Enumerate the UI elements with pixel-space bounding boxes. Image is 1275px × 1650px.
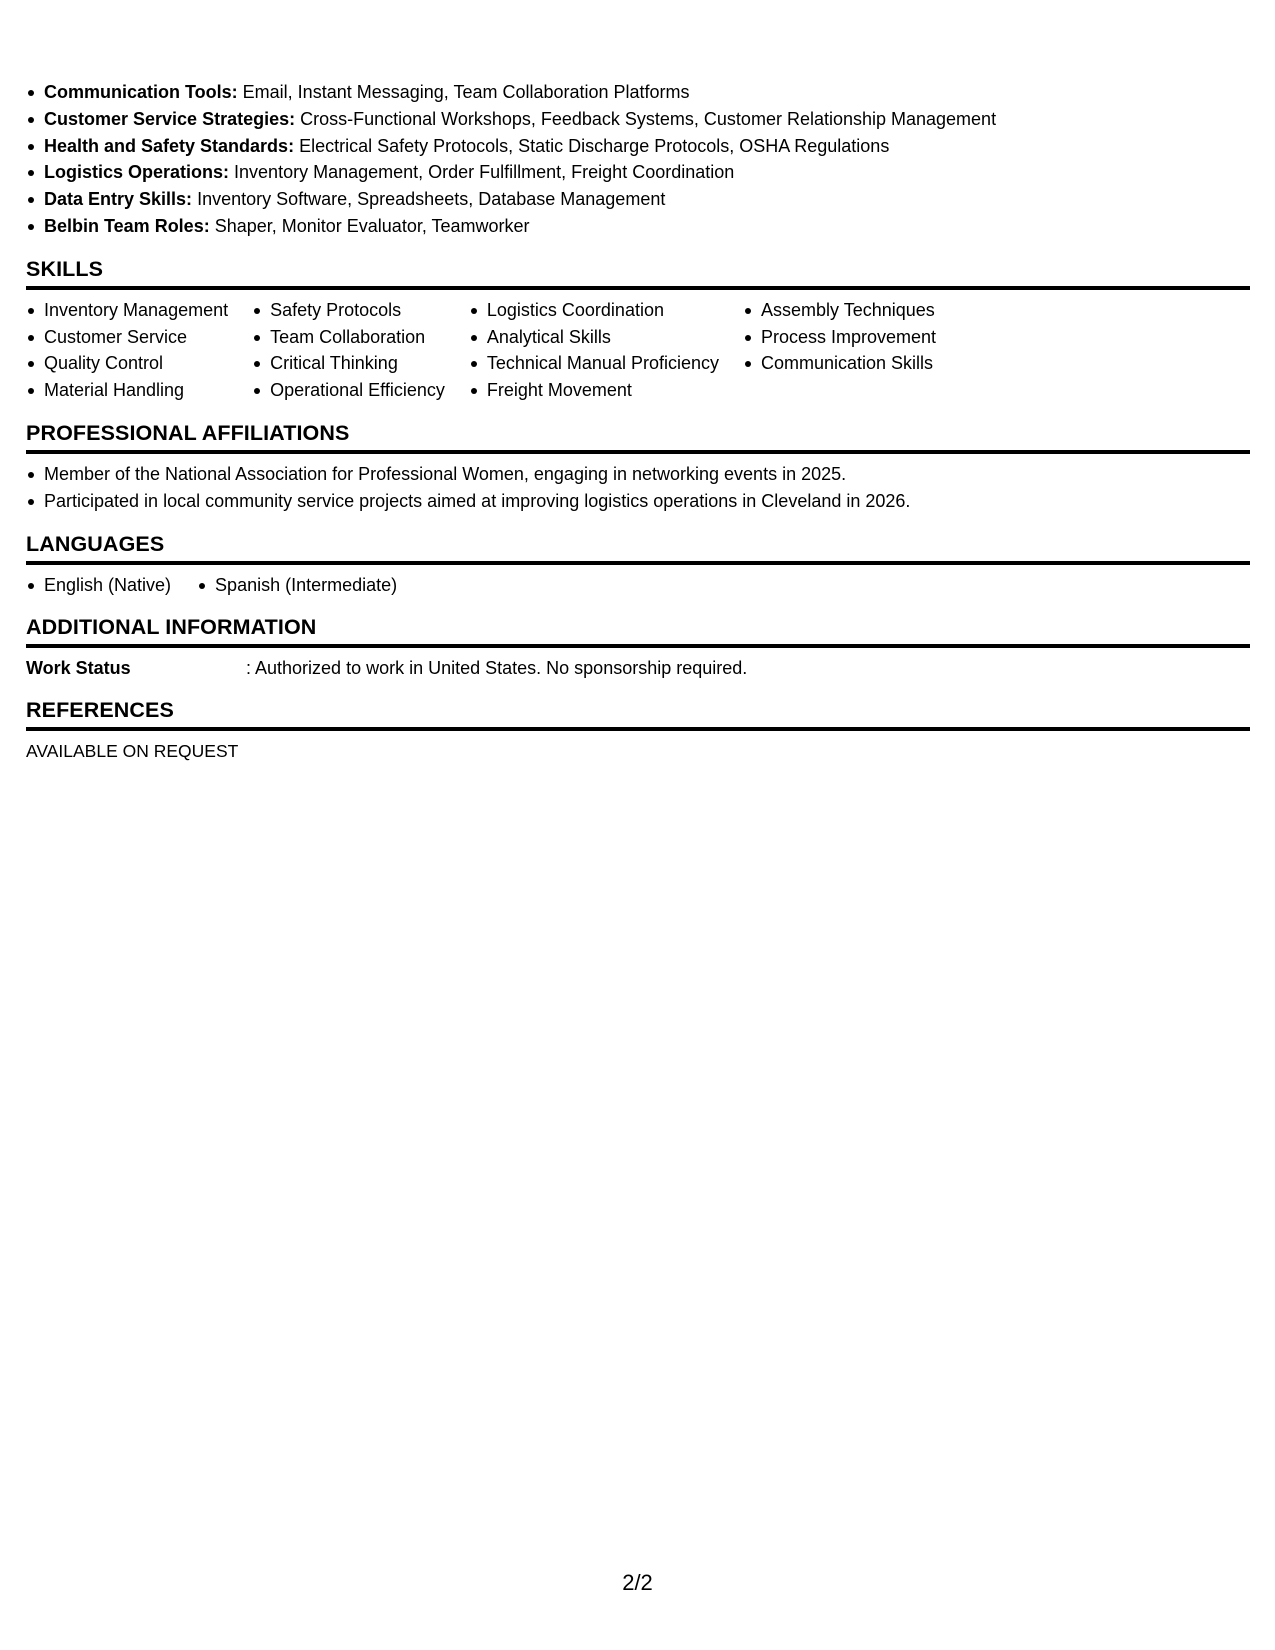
competencies-list	[26, 79, 1250, 240]
references-text: AVAILABLE ON REQUEST	[26, 741, 239, 762]
skill-item: Process Improvement	[743, 324, 936, 351]
skills-column	[743, 297, 936, 404]
skill-item: Analytical Skills	[469, 324, 719, 351]
competency-item: Belbin Team Roles: Shaper, Monitor Evaluator, Teamworker	[26, 213, 1250, 240]
skill-item: Freight Movement	[469, 377, 719, 404]
languages-section	[26, 531, 1250, 599]
references-heading: REFERENCES	[26, 697, 1250, 731]
skill-item: Safety Protocols	[252, 297, 445, 324]
work-status-row	[26, 655, 1250, 681]
skill-item: Critical Thinking	[252, 350, 445, 377]
skills-heading: SKILLS	[26, 256, 1250, 290]
skill-item: Logistics Coordination	[469, 297, 719, 324]
competency-item: Logistics Operations: Inventory Management, Order Fulfillment, Freight Coordination	[26, 159, 1250, 186]
skill-item: Team Collaboration	[252, 324, 445, 351]
additional-info-section	[26, 614, 1250, 681]
skill-item: Technical Manual Proficiency	[469, 350, 719, 377]
competency-item: Health and Safety Standards: Electrical Safety Protocols, Static Discharge Protocols, OSHA Regulations	[26, 133, 1250, 160]
skill-item: Assembly Techniques	[743, 297, 936, 324]
skills-column	[469, 297, 719, 404]
skills-section	[26, 256, 1250, 404]
work-status-value: : Authorized to work in United States. No sponsorship required.	[246, 658, 748, 679]
languages-list	[26, 572, 1250, 599]
languages-heading: LANGUAGES	[26, 531, 1250, 565]
affiliations-section	[26, 420, 1250, 515]
language-item: Spanish (Intermediate)	[197, 572, 397, 599]
references-section	[26, 697, 1250, 764]
work-status-label: Work Status	[26, 658, 131, 679]
page-number: 2/2	[622, 1570, 653, 1595]
skills-grid	[26, 297, 1250, 404]
skills-column	[252, 297, 445, 404]
competency-item: Data Entry Skills: Inventory Software, Spreadsheets, Database Management	[26, 186, 1250, 213]
skill-item: Operational Efficiency	[252, 377, 445, 404]
affiliation-item: Participated in local community service projects aimed at improving logistics operations in Cleveland in 2026.	[26, 488, 1250, 515]
competency-item: Communication Tools: Email, Instant Messaging, Team Collaboration Platforms	[26, 79, 1250, 106]
skill-item: Inventory Management	[26, 297, 228, 324]
competency-item: Customer Service Strategies: Cross-Functional Workshops, Feedback Systems, Customer Relationship Management	[26, 106, 1250, 133]
additional-info-heading: ADDITIONAL INFORMATION	[26, 614, 1250, 648]
resume-page	[26, 0, 1250, 764]
affiliations-list	[26, 461, 1250, 515]
skill-item: Quality Control	[26, 350, 228, 377]
language-item: English (Native)	[26, 572, 171, 599]
skill-item: Customer Service	[26, 324, 228, 351]
skills-column	[26, 297, 228, 404]
skill-item: Communication Skills	[743, 350, 936, 377]
affiliation-item: Member of the National Association for Professional Women, engaging in networking events in 2025.	[26, 461, 1250, 488]
skill-item: Material Handling	[26, 377, 228, 404]
affiliations-heading: PROFESSIONAL AFFILIATIONS	[26, 420, 1250, 454]
